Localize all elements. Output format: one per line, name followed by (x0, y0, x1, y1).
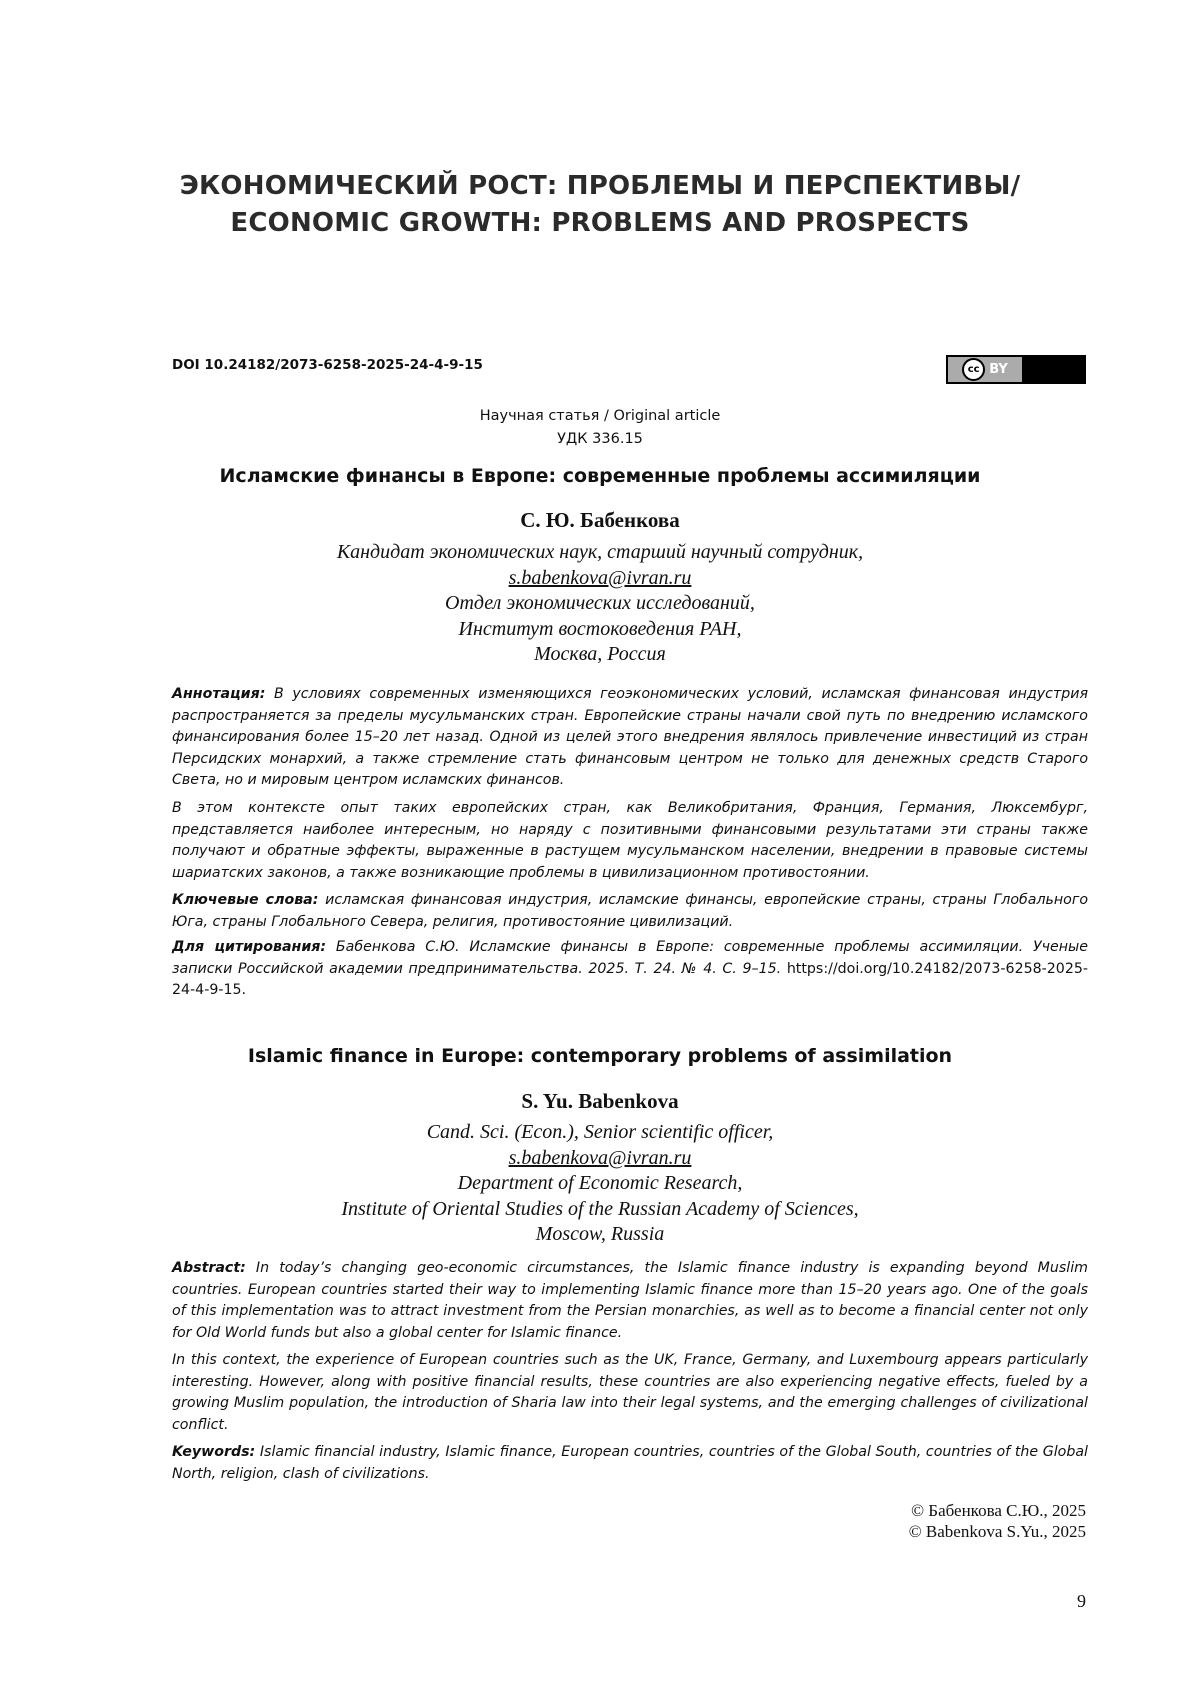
author-position-en: Cand. Sci. (Econ.), Senior scientific officer, (426, 1121, 774, 1143)
keywords-label-en: Keywords: (172, 1444, 256, 1460)
affiliation-en (0, 1120, 1200, 1248)
cc-by-license-badge[interactable] (946, 355, 1086, 384)
copyright-en: © Babenkova S.Yu., 2025 (908, 1522, 1086, 1541)
annotation-paragraph-2 (172, 798, 1088, 884)
city-ru: Москва, Россия (534, 643, 666, 665)
city-en: Moscow, Russia (535, 1223, 665, 1245)
annotation-label: Аннотация: (172, 686, 266, 702)
citation-label: Для цитирования: (172, 939, 327, 955)
section-heading (0, 168, 1200, 242)
doi: DOI 10.24182/2073-6258-2025-24-4-9-15 (172, 357, 483, 373)
section-heading-en: ECONOMIC GROWTH: PROBLEMS AND PROSPECTS (230, 208, 970, 238)
citation (172, 937, 1088, 1002)
department-en: Department of Economic Research, (457, 1172, 743, 1194)
copyright-ru: © Бабенкова С.Ю., 2025 (911, 1501, 1086, 1520)
udc-code: УДК 336.15 (557, 431, 643, 447)
author-email-ru[interactable]: s.babenkova@ivran.ru (508, 566, 692, 589)
author-position-ru: Кандидат экономических наук, старший научный сотрудник, (336, 541, 864, 563)
annotation-text-1: В условиях современных изменяющихся геоэкономических условий, исламская финансовая индустрия распространяется за пределы мусульманских стран. Европейские страны начали свой путь по внедрению исламского финансирования более 15–20 лет назад. Одной из целей этого внедрения являлось привлечение инвестиций из стран Персидских монархий, а также стремление стать финансовым центром не только для денежных средств Старого Света, но и мировым центром исламских финансов. (172, 686, 1088, 788)
cc-license-mark (948, 357, 1022, 382)
citation-text: Бабенкова С.Ю. Исламские финансы в Европе: современные проблемы ассимиляции. Ученые записки Российской академии предпринимательства. 2025. Т. 24. № 4. С. 9–15. (172, 939, 1088, 977)
keywords-ru (172, 890, 1088, 933)
author-email-en[interactable]: s.babenkova@ivran.ru (508, 1146, 692, 1169)
keywords-text-ru: исламская финансовая индустрия, исламские финансы, европейские страны, страны Глобального Юга, страны Глобального Севера, религия, противостояние цивилизаций. (172, 892, 1088, 930)
abstract-text-2: In this context, the experience of European countries such as the UK, France, Germany, and Luxembourg appears particularly interesting. However, along with positive financial results, these countries are also experiencing negative effects, fueled by a growing Muslim population, the introduction of Sharia law into their legal systems, and the emerging challenges of civilizational conflict. (172, 1352, 1088, 1433)
annotation-text-2: В этом контексте опыт таких европейских стран, как Великобритания, Франция, Германия, Люксембург, представляется наиболее интересным, но наряду с позитивными финансовыми результатами эти страны также получают и обратные эффекты, выраженные в растущем мусульманском населении, внедрении в правовые системы шариатских законов, а также возникающие проблемы в цивилизационном противостоянии. (172, 800, 1088, 881)
keywords-text-en: Islamic financial industry, Islamic finance, European countries, countries of the Global South, countries of the Global North, religion, clash of civilizations. (172, 1444, 1088, 1482)
abstract-label: Abstract: (172, 1260, 246, 1276)
keywords-en (172, 1442, 1088, 1485)
keywords-label-ru: Ключевые слова: (172, 892, 319, 908)
affiliation-ru (0, 540, 1200, 668)
creative-commons-icon: cc (962, 358, 985, 381)
page-number: 9 (1077, 1591, 1086, 1611)
abstract-paragraph-1 (172, 1258, 1088, 1344)
annotation-paragraph-1 (172, 684, 1088, 792)
cc-badge-bar (1022, 357, 1084, 382)
abstract-text-1: In today’s changing geo-economic circumstances, the Islamic finance industry is expanding beyond Muslim countries. European countries started their way to implementing Islamic finance more than 15–20 years ago. One of the goals of this implementation was to attract investment from the Persian monarchies, as well as to become a financial center not only for Old World funds but also a global center for Islamic finance. (172, 1260, 1089, 1341)
institute-ru: Институт востоковедения РАН, (458, 617, 742, 640)
cc-by-label: BY (989, 362, 1008, 377)
article-type: Научная статья / Original article (479, 408, 721, 424)
copyright (909, 1500, 1086, 1542)
citation-doi-link[interactable]: https://doi.org/10.24182/2073-6258-2025-24-4-9-15. (172, 960, 1089, 998)
abstract-paragraph-2 (172, 1350, 1088, 1436)
author-name-en: S. Yu. Babenkova (521, 1089, 679, 1113)
author-name-ru: С. Ю. Бабенкова (520, 508, 680, 532)
article-title-ru: Исламские финансы в Европе: современные проблемы ассимиляции (219, 465, 981, 487)
department-ru: Отдел экономических исследований, (445, 592, 755, 614)
section-heading-ru: ЭКОНОМИЧЕСКИЙ РОСТ: ПРОБЛЕМЫ И ПЕРСПЕКТИВЫ/ (179, 171, 1021, 201)
article-title-en: Islamic finance in Europe: contemporary problems of assimilation (247, 1045, 953, 1067)
institute-en: Institute of Oriental Studies of the Russian Academy of Sciences, (341, 1197, 859, 1220)
